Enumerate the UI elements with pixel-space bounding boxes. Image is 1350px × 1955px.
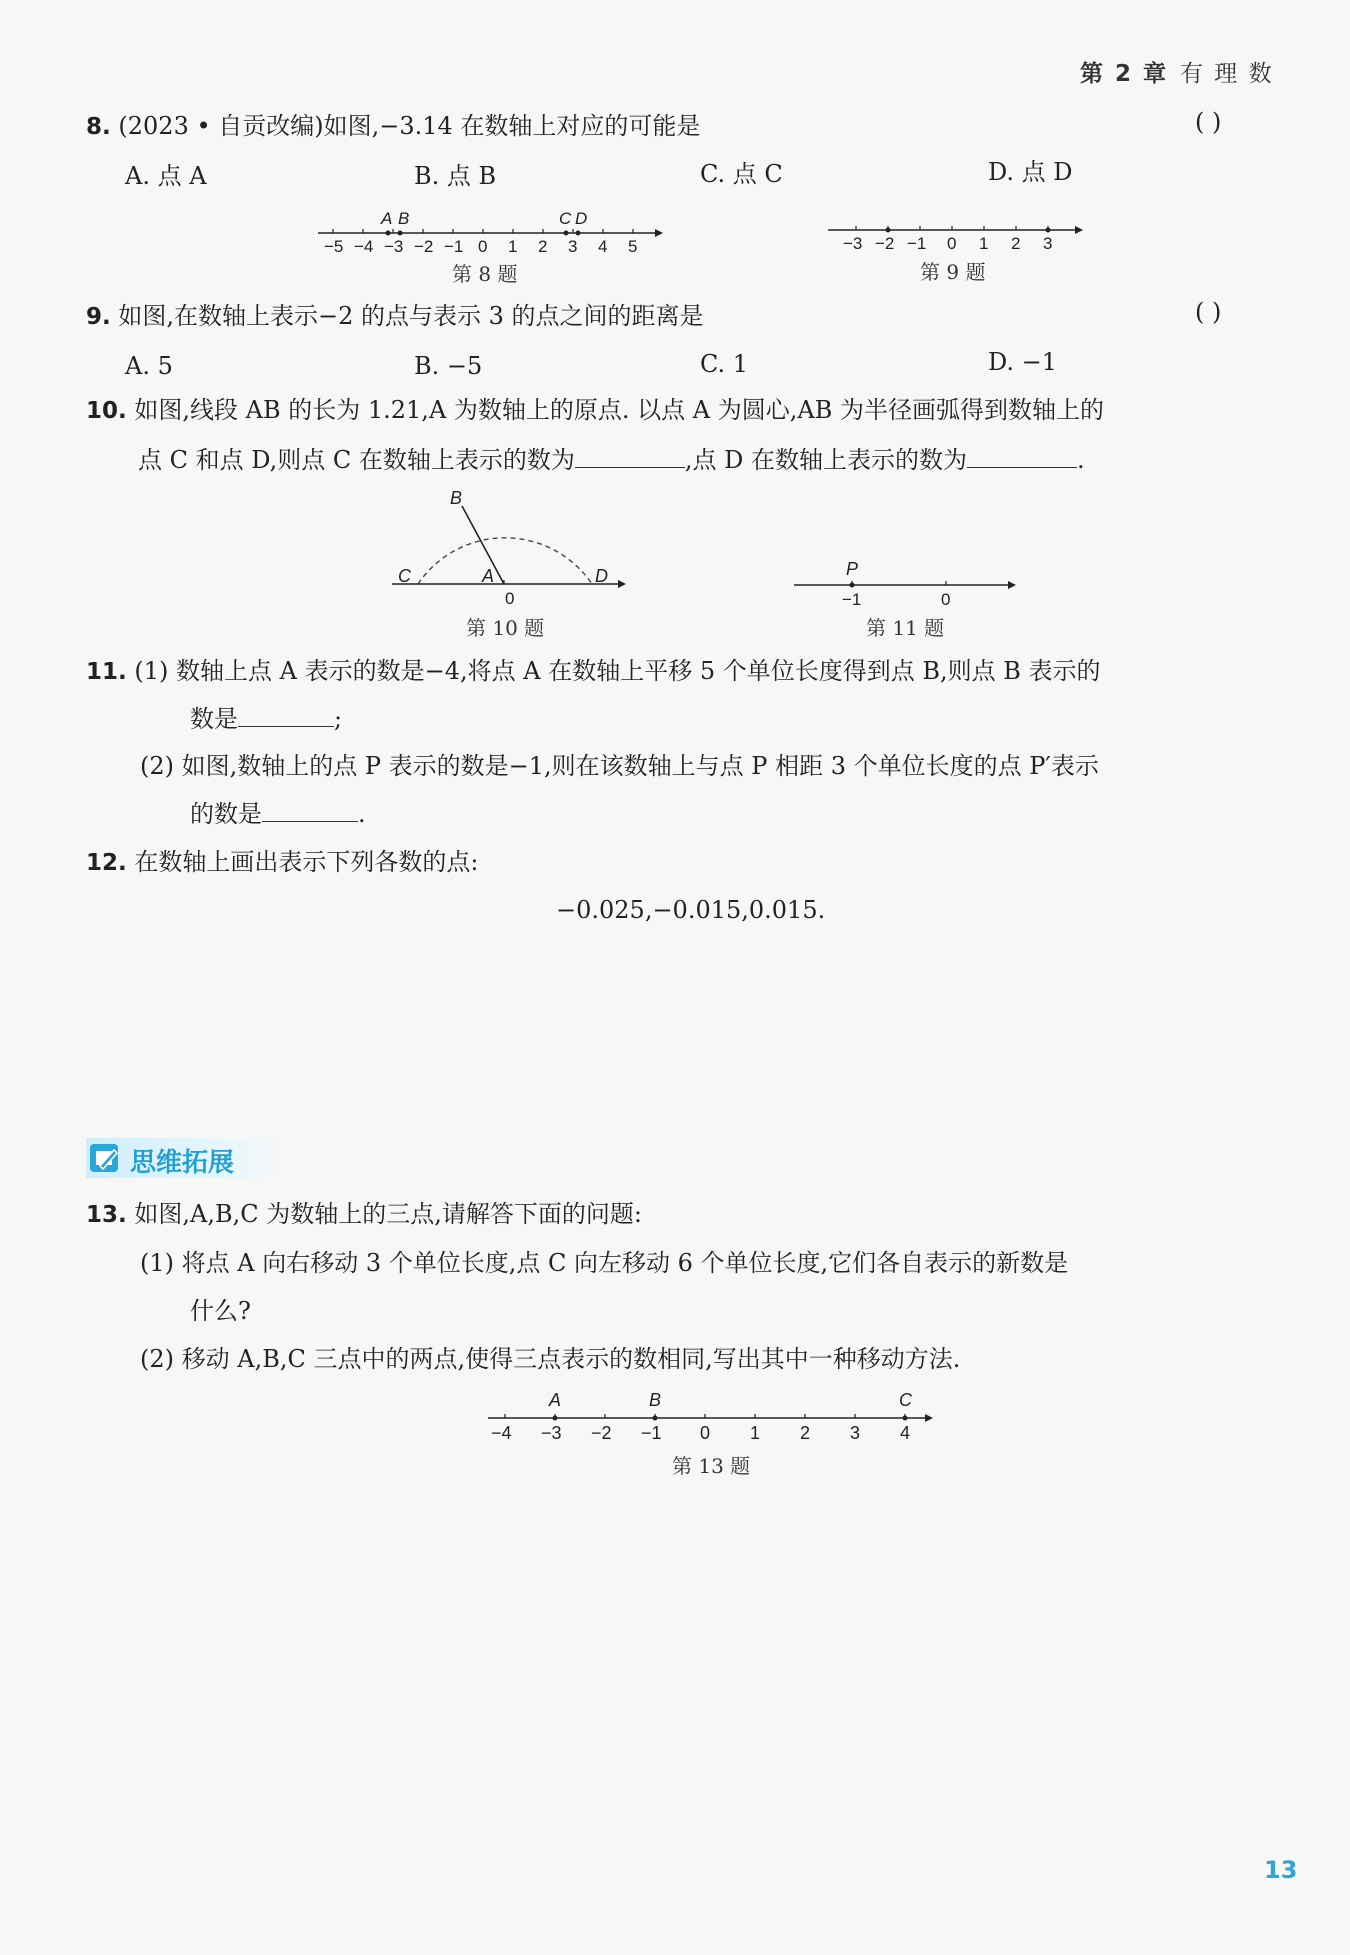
section-banner	[86, 1138, 286, 1178]
question-text: 点 C 和点 D,则点 C 在数轴上表示的数为	[138, 446, 575, 474]
point-label: A	[549, 1390, 562, 1410]
tick-label: 5	[628, 237, 638, 256]
point-p	[850, 583, 855, 588]
tick-label: 0	[478, 237, 488, 256]
chapter-title: 有 理 数	[1180, 61, 1274, 87]
question-11-part1-line2	[190, 703, 342, 735]
answer-blank-b[interactable]	[238, 704, 334, 727]
tick-label: 0	[700, 1423, 711, 1443]
option-d: D. 点 D	[988, 158, 1073, 186]
question-text: 在数轴上画出表示下列各数的点:	[134, 848, 479, 876]
tick-label: 3	[850, 1423, 861, 1443]
question-text: (1) 数轴上点 A 表示的数是−4,将点 A 在数轴上平移 5 个单位长度得到点 B,则点 B 表示的	[134, 657, 1101, 685]
point-label: B	[649, 1390, 662, 1410]
tick-label: 3	[1043, 234, 1053, 253]
answer-paren: ( )	[1195, 298, 1222, 326]
tick-label: 1	[508, 237, 518, 256]
label-zero: 0	[505, 589, 515, 608]
tick-label: −1	[907, 234, 927, 253]
option-a: A. 点 A	[125, 162, 207, 190]
question-9	[86, 300, 704, 333]
question-text: 如图,在数轴上表示−2 的点与表示 3 的点之间的距离是	[118, 302, 704, 330]
point-b	[398, 231, 403, 236]
tick-label: −1	[842, 590, 862, 609]
question-number: 8.	[86, 114, 111, 140]
tick-label: 1	[750, 1423, 761, 1443]
question-11-part2-line2	[190, 798, 366, 830]
option-d: D. −1	[988, 348, 1058, 376]
tick-label: −3	[541, 1423, 562, 1443]
chapter-label: 第 2 章	[1080, 61, 1169, 87]
question-number: 12.	[86, 850, 127, 876]
tick-label: 2	[800, 1423, 811, 1443]
point-b	[653, 1416, 658, 1421]
figure-9-number-line	[820, 210, 1090, 260]
tick-label: −1	[641, 1423, 662, 1443]
question-text: (2023 • 自贡改编)如图,−3.14 在数轴上对应的可能是	[118, 112, 701, 140]
label-b: B	[450, 488, 463, 508]
page-number: 13	[1264, 1856, 1298, 1884]
section-title: 思维拓展	[130, 1148, 235, 1178]
tick-label: 2	[1011, 234, 1021, 253]
question-12	[86, 846, 478, 879]
option-c: C. 1	[700, 350, 749, 378]
figure-11-caption: 第 11 题	[866, 616, 945, 640]
question-text: 的数是	[190, 800, 262, 828]
question-10-line2	[138, 444, 1085, 476]
axis-arrow	[1008, 581, 1016, 589]
question-10	[86, 394, 1104, 427]
tick-label: −2	[875, 234, 895, 253]
tick-label: −3	[843, 234, 863, 253]
dashed-arc	[418, 538, 592, 584]
tick-label: −5	[324, 237, 344, 256]
pencil-note-icon	[88, 1142, 122, 1174]
question-number: 10.	[86, 398, 127, 424]
axis-arrow	[925, 1414, 933, 1422]
tick-label: 4	[598, 237, 608, 256]
label-d: D	[595, 566, 608, 586]
tick-label: 0	[941, 590, 951, 609]
answer-blank-d[interactable]	[967, 445, 1077, 468]
tick-label: 4	[900, 1423, 911, 1443]
tick-label: 3	[568, 237, 578, 256]
question-text: .	[1077, 446, 1085, 474]
axis-arrow	[618, 580, 626, 588]
question-8	[86, 110, 700, 143]
point-label: D	[575, 209, 588, 228]
figure-10-caption: 第 10 题	[466, 616, 545, 640]
axis-arrow	[1075, 226, 1083, 234]
point-c	[903, 1416, 908, 1421]
label-a: A	[482, 566, 495, 586]
question-12-values: −0.025,−0.015,0.015.	[556, 896, 826, 924]
question-13-part1: (1) 将点 A 向右移动 3 个单位长度,点 C 向左移动 6 个单位长度,它们各自表示的新数是	[140, 1249, 1069, 1277]
question-text: 数是	[190, 705, 238, 733]
option-c: C. 点 C	[700, 160, 783, 188]
figure-13-number-line	[480, 1388, 940, 1450]
answer-blank-p-prime[interactable]	[262, 799, 358, 822]
label-c: C	[398, 566, 411, 586]
point-c	[564, 231, 569, 236]
point-label: C	[899, 1390, 912, 1410]
question-number: 11.	[86, 659, 127, 685]
tick-label: 2	[538, 237, 548, 256]
option-b: B. −5	[414, 352, 483, 380]
point-label: C	[559, 209, 572, 228]
option-b: B. 点 B	[414, 162, 497, 190]
tick-label: 1	[979, 234, 989, 253]
figure-13-caption: 第 13 题	[672, 1454, 751, 1478]
point-a	[386, 231, 391, 236]
figure-8-number-line	[310, 200, 670, 260]
point-3	[1046, 228, 1051, 233]
question-13-part1-line2: 什么?	[190, 1297, 251, 1325]
tick-label: 0	[947, 234, 957, 253]
tick-label: −2	[591, 1423, 612, 1443]
tick-label: −2	[414, 237, 434, 256]
point-minus-2	[886, 228, 891, 233]
question-text: .	[358, 800, 366, 828]
tick-label: −3	[384, 237, 404, 256]
answer-paren: ( )	[1195, 108, 1222, 136]
answer-blank-c[interactable]	[575, 445, 685, 468]
point-label: A	[381, 209, 393, 228]
point-a	[553, 1416, 558, 1421]
question-11	[86, 655, 1101, 688]
tick-label: −1	[444, 237, 464, 256]
point-label: B	[398, 209, 410, 228]
question-text: ,点 D 在数轴上表示的数为	[684, 446, 968, 474]
question-text: 如图,A,B,C 为数轴上的三点,请解答下面的问题:	[134, 1200, 642, 1228]
figure-10-arc-diagram	[390, 488, 640, 608]
question-13-part2: (2) 移动 A,B,C 三点中的两点,使得三点表示的数相同,写出其中一种移动方法.	[140, 1345, 961, 1373]
question-13	[86, 1198, 642, 1231]
point-d	[576, 231, 581, 236]
question-11-part2: (2) 如图,数轴上的点 P 表示的数是−1,则在该数轴上与点 P 相距 3 个单位长度的点 P′表示	[140, 752, 1099, 780]
tick-label: −4	[354, 237, 374, 256]
question-number: 9.	[86, 304, 111, 330]
figure-11-number-line	[786, 555, 1026, 610]
figure-9-caption: 第 9 题	[920, 260, 986, 284]
axis-arrow	[655, 229, 663, 237]
figure-8-caption: 第 8 题	[452, 262, 518, 286]
question-text: ;	[334, 705, 343, 733]
question-number: 13.	[86, 1202, 127, 1228]
label-p: P	[846, 559, 859, 579]
tick-label: −4	[491, 1423, 512, 1443]
option-a: A. 5	[125, 352, 173, 380]
question-text: 如图,线段 AB 的长为 1.21,A 为数轴上的原点. 以点 A 为圆心,AB 为半径画弧得到数轴上的	[134, 396, 1104, 424]
